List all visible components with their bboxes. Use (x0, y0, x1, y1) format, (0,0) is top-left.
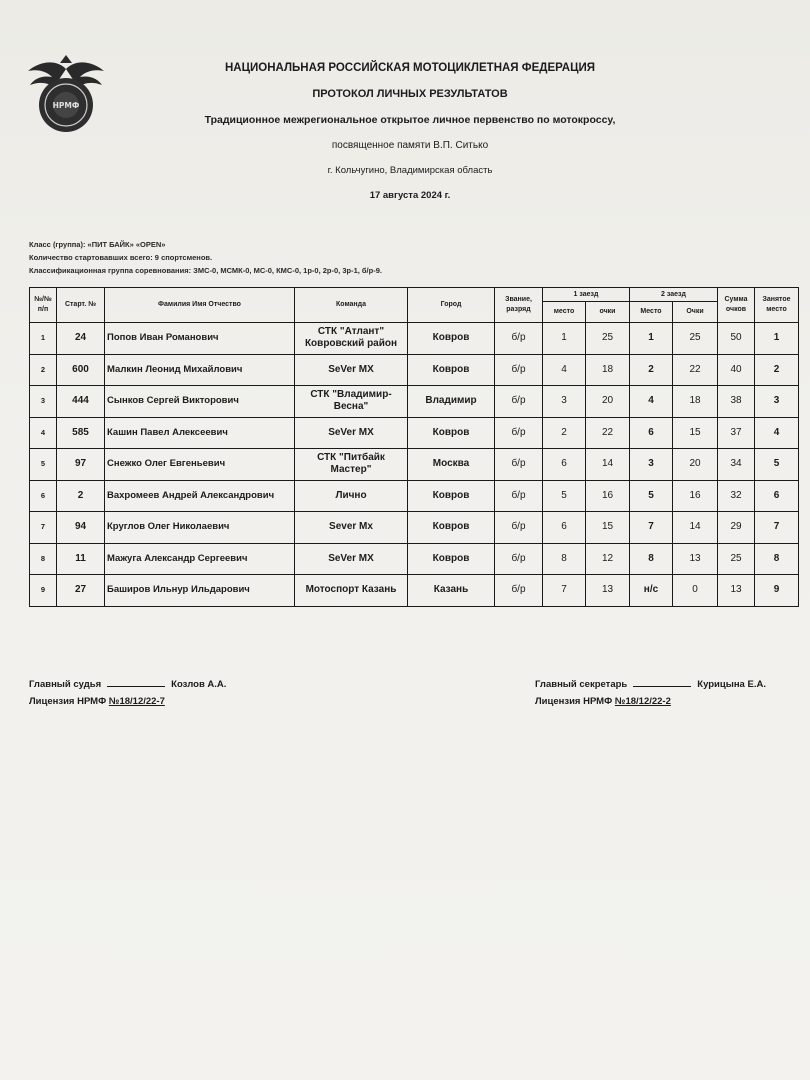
cell-fio: Вахромеев Андрей Александрович (105, 480, 295, 512)
judge-label: Главный судья (29, 679, 102, 690)
cell-r1-place: 7 (543, 575, 586, 607)
table-row (30, 417, 799, 449)
cell-fio: Мажуга Александр Сергеевич (105, 543, 295, 575)
cell-city: Ковров (408, 512, 495, 544)
cell-num: 4 (30, 417, 57, 449)
cell-r1-points: 16 (586, 480, 630, 512)
secretary-license-number: №18/12/22-2 (614, 696, 671, 707)
federation-title: НАЦИОНАЛЬНАЯ РОССИЙСКАЯ МОТОЦИКЛЕТНАЯ ФЕДЕРАЦИЯ (224, 62, 596, 74)
cell-team: СТК "Питбайк Мастер" (295, 449, 408, 481)
cell-sum: 32 (718, 480, 755, 512)
classification-line: Классификационная группа соревнования: ЗМС-0, МСМК-0, МС-0, КМС-0, 1р-0, 2р-0, 3р-1, б/р-9. (29, 266, 382, 275)
cell-r2-place: 5 (630, 480, 673, 512)
cell-num: 2 (30, 354, 57, 386)
cell-final: 1 (755, 323, 799, 355)
header-team: Команда (295, 288, 408, 323)
class-line: Класс (группа): «ПИТ БАЙК» «OPEN» (29, 240, 166, 249)
cell-final: 7 (755, 512, 799, 544)
cell-start: 97 (57, 449, 105, 481)
cell-r1-place: 4 (543, 354, 586, 386)
header-rank: Звание, разряд (495, 288, 543, 323)
logo-text: НРМФ (52, 101, 80, 110)
cell-r1-place: 3 (543, 386, 586, 418)
cell-sum: 34 (718, 449, 755, 481)
eagle-emblem-icon (26, 55, 106, 139)
cell-num: 9 (30, 575, 57, 607)
table-row (30, 386, 799, 418)
cell-sum: 50 (718, 323, 755, 355)
table-row (30, 543, 799, 575)
cell-r1-place: 5 (543, 480, 586, 512)
document-header (150, 62, 670, 201)
cell-team: Sever Mx (295, 512, 408, 544)
header-r2-place: Место (630, 302, 673, 323)
cell-r1-points: 22 (586, 417, 630, 449)
cell-sum: 37 (718, 417, 755, 449)
header-city: Город (408, 288, 495, 323)
results-body (30, 323, 799, 607)
cell-num: 3 (30, 386, 57, 418)
cell-final: 3 (755, 386, 799, 418)
cell-r2-place: 3 (630, 449, 673, 481)
cell-fio: Сынков Сергей Викторович (105, 386, 295, 418)
judge-name: Козлов А.А. (171, 679, 227, 690)
cell-fio: Круглов Олег Николаевич (105, 512, 295, 544)
cell-r2-points: 16 (673, 480, 718, 512)
cell-final: 5 (755, 449, 799, 481)
cell-fio: Попов Иван Романович (105, 323, 295, 355)
cell-num: 5 (30, 449, 57, 481)
cell-rank: б/р (495, 386, 543, 418)
cell-num: 6 (30, 480, 57, 512)
cell-team: SeVer MX (295, 417, 408, 449)
secretary-signature-block (535, 676, 766, 710)
cell-start: 11 (57, 543, 105, 575)
header-start: Старт. № (57, 288, 105, 323)
header-num: №/№ п/п (30, 288, 57, 323)
cell-r1-place: 6 (543, 449, 586, 481)
cell-city: Москва (408, 449, 495, 481)
cell-start: 24 (57, 323, 105, 355)
cell-r1-points: 20 (586, 386, 630, 418)
cell-rank: б/р (495, 575, 543, 607)
cell-rank: б/р (495, 512, 543, 544)
cell-r1-place: 1 (543, 323, 586, 355)
cell-r2-place: 4 (630, 386, 673, 418)
cell-city: Владимир (408, 386, 495, 418)
cell-num: 1 (30, 323, 57, 355)
cell-final: 8 (755, 543, 799, 575)
cell-start: 585 (57, 417, 105, 449)
secretary-license-label: Лицензия НРМФ (535, 696, 613, 707)
table-row (30, 449, 799, 481)
cell-r1-points: 25 (586, 323, 630, 355)
cell-rank: б/р (495, 480, 543, 512)
secretary-name: Курицына Е.А. (697, 679, 766, 690)
cell-city: Ковров (408, 543, 495, 575)
cell-rank: б/р (495, 354, 543, 386)
cell-r2-points: 0 (673, 575, 718, 607)
cell-r2-place: 6 (630, 417, 673, 449)
cell-sum: 38 (718, 386, 755, 418)
cell-sum: 25 (718, 543, 755, 575)
cell-r2-points: 14 (673, 512, 718, 544)
table-row (30, 512, 799, 544)
header-r2-points: Очки (673, 302, 718, 323)
event-location: г. Кольчугино, Владимирская область (327, 165, 493, 176)
cell-r1-points: 12 (586, 543, 630, 575)
cell-r1-points: 13 (586, 575, 630, 607)
cell-fio: Малкин Леонид Михайлович (105, 354, 295, 386)
cell-start: 27 (57, 575, 105, 607)
secretary-label: Главный секретарь (535, 679, 628, 690)
cell-final: 9 (755, 575, 799, 607)
cell-start: 444 (57, 386, 105, 418)
cell-rank: б/р (495, 543, 543, 575)
cell-team: Лично (295, 480, 408, 512)
cell-final: 4 (755, 417, 799, 449)
table-row (30, 575, 799, 607)
cell-r1-place: 2 (543, 417, 586, 449)
cell-r1-points: 14 (586, 449, 630, 481)
cell-team: SeVer MX (295, 354, 408, 386)
cell-r2-points: 22 (673, 354, 718, 386)
cell-r2-place: 2 (630, 354, 673, 386)
header-final: Занятое место (755, 288, 799, 323)
cell-r1-place: 6 (543, 512, 586, 544)
header-fio: Фамилия Имя Отчество (105, 288, 295, 323)
cell-r2-points: 18 (673, 386, 718, 418)
cell-r2-points: 20 (673, 449, 718, 481)
competition-meta (29, 238, 382, 277)
judge-signature-block (29, 676, 226, 710)
cell-fio: Баширов Ильнур Ильдарович (105, 575, 295, 607)
cell-city: Ковров (408, 480, 495, 512)
cell-r2-points: 25 (673, 323, 718, 355)
results-table (29, 287, 799, 607)
cell-r2-points: 15 (673, 417, 718, 449)
cell-rank: б/р (495, 449, 543, 481)
table-row (30, 323, 799, 355)
table-row (30, 480, 799, 512)
cell-num: 8 (30, 543, 57, 575)
cell-team: SeVer MX (295, 543, 408, 575)
cell-start: 94 (57, 512, 105, 544)
cell-start: 2 (57, 480, 105, 512)
header-sum: Сумма очков (718, 288, 755, 323)
header-r1-place: место (543, 302, 586, 323)
cell-r2-place: 7 (630, 512, 673, 544)
event-date: 17 августа 2024 г. (369, 190, 451, 201)
header-race1: 1 заезд (543, 288, 630, 302)
header-r1-points: очки (586, 302, 630, 323)
cell-fio: Снежко Олег Евгеньевич (105, 449, 295, 481)
cell-sum: 40 (718, 354, 755, 386)
table-row (30, 354, 799, 386)
cell-sum: 13 (718, 575, 755, 607)
cell-city: Ковров (408, 417, 495, 449)
cell-rank: б/р (495, 417, 543, 449)
event-title: Традиционное межрегиональное открытое личное первенство по мотокроссу, (204, 114, 616, 126)
cell-final: 6 (755, 480, 799, 512)
cell-r2-points: 13 (673, 543, 718, 575)
secretary-signature-line (633, 677, 691, 687)
cell-r1-points: 15 (586, 512, 630, 544)
judge-license-number: №18/12/22-7 (108, 696, 165, 707)
cell-final: 2 (755, 354, 799, 386)
starters-line: Количество стартовавших всего: 9 спортсменов. (29, 253, 213, 262)
cell-start: 600 (57, 354, 105, 386)
cell-rank: б/р (495, 323, 543, 355)
cell-r2-place: н/с (630, 575, 673, 607)
cell-sum: 29 (718, 512, 755, 544)
protocol-title: ПРОТОКОЛ ЛИЧНЫХ РЕЗУЛЬТАТОВ (312, 88, 508, 100)
nrmf-logo (26, 55, 106, 139)
cell-city: Казань (408, 575, 495, 607)
cell-team: Мотоспорт Казань (295, 575, 408, 607)
cell-fio: Кашин Павел Алексеевич (105, 417, 295, 449)
cell-r2-place: 1 (630, 323, 673, 355)
judge-signature-line (107, 677, 165, 687)
cell-city: Ковров (408, 323, 495, 355)
cell-num: 7 (30, 512, 57, 544)
cell-team: СТК "Владимир-Весна" (295, 386, 408, 418)
cell-city: Ковров (408, 354, 495, 386)
header-race2: 2 заезд (630, 288, 718, 302)
cell-r1-place: 8 (543, 543, 586, 575)
cell-r2-place: 8 (630, 543, 673, 575)
cell-team: СТК "Атлант" Ковровский район (295, 323, 408, 355)
judge-license-label: Лицензия НРМФ (29, 696, 107, 707)
cell-r1-points: 18 (586, 354, 630, 386)
event-dedication: посвященное памяти В.П. Ситько (331, 140, 489, 151)
